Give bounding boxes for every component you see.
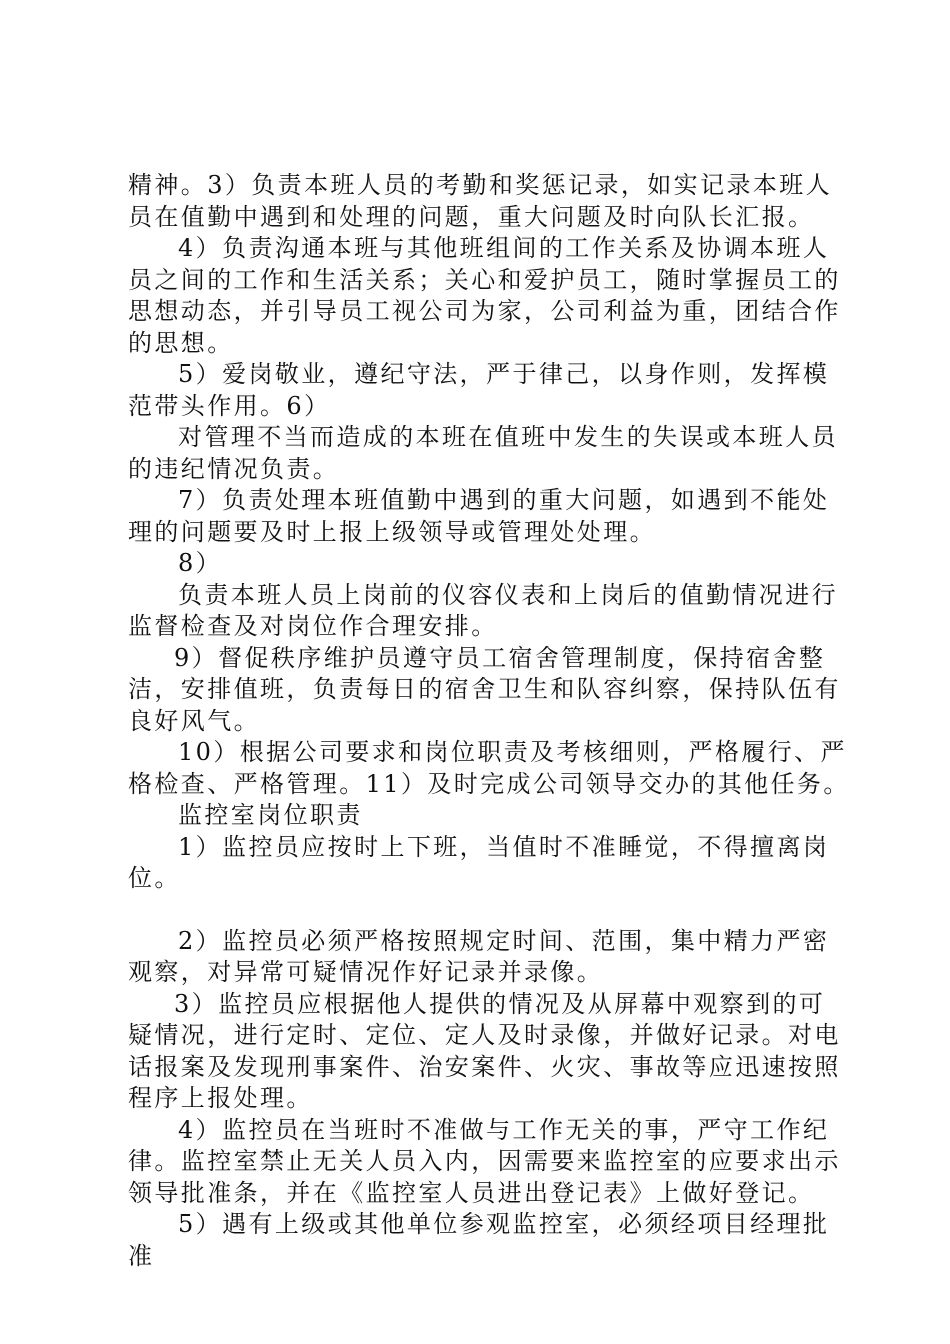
paragraph: 2）监控员必须严格按照规定时间、范围，集中精力严密观察，对异常可疑情况作好记录并录像。 xyxy=(128,926,830,986)
paragraph: 5）爱岗敬业，遵纪守法，严于律己，以身作则，发挥模范带头作用。6） xyxy=(128,360,830,420)
blank-line xyxy=(128,895,850,926)
paragraph: 10）根据公司要求和岗位职责及考核细则，严格履行、严格检查、严格管理。11）及时完成公司领导交办的其他任务。 xyxy=(128,738,850,798)
paragraph: 对管理不当而造成的本班在值班中发生的失误或本班人员的违纪情况负责。 xyxy=(128,423,838,483)
paragraph: 9）督促秩序维护员遵守员工宿舍管理制度，保持宿舍整洁，安排值班，负责每日的宿舍卫生和队容纠察，保持队伍有良好风气。 xyxy=(128,643,841,735)
section-heading: 监控室岗位职责 xyxy=(178,801,363,829)
paragraph: 3）监控员应根据他人提供的情况及从屏幕中观察到的可疑情况，进行定时、定位、定人及时录像，并做好记录。对电话报案及发现刑事案件、治安案件、火灾、事故等应迅速按照程序上报处理。 xyxy=(128,989,841,1112)
paragraph: 4）负责沟通本班与其他班组间的工作关系及协调本班人员之间的工作和生活关系；关心和爱护员工，随时掌握员工的思想动态，并引导员工视公司为家，公司利益为重，团结合作的思想。 xyxy=(128,234,841,357)
paragraph: 7）负责处理本班值勤中遇到的重大问题，如遇到不能处理的问题要及时上报上级领导或管理处处理。 xyxy=(128,486,830,546)
paragraph: 负责本班人员上岗前的仪容仪表和上岗后的值勤情况进行监督检查及对岗位作合理安排。 xyxy=(128,580,838,640)
paragraph: 5）遇有上级或其他单位参观监控室，必须经项目经理批准 xyxy=(128,1210,830,1270)
paragraph: 1）监控员应按时上下班，当值时不准睡觉，不得擅离岗位。 xyxy=(128,832,830,892)
document-body xyxy=(128,170,850,1272)
paragraph: 4）监控员在当班时不准做与工作无关的事，严守工作纪律。监控室禁止无关人员入内，因需要来监控室的应要求出示领导批准条，并在《监控室人员进出登记表》上做好登记。 xyxy=(128,1115,841,1207)
paragraph: 8） xyxy=(178,549,223,577)
paragraph: 精神。3）负责本班人员的考勤和奖惩记录，如实记录本班人员在值勤中遇到和处理的问题，重大问题及时向队长汇报。 xyxy=(128,171,833,231)
